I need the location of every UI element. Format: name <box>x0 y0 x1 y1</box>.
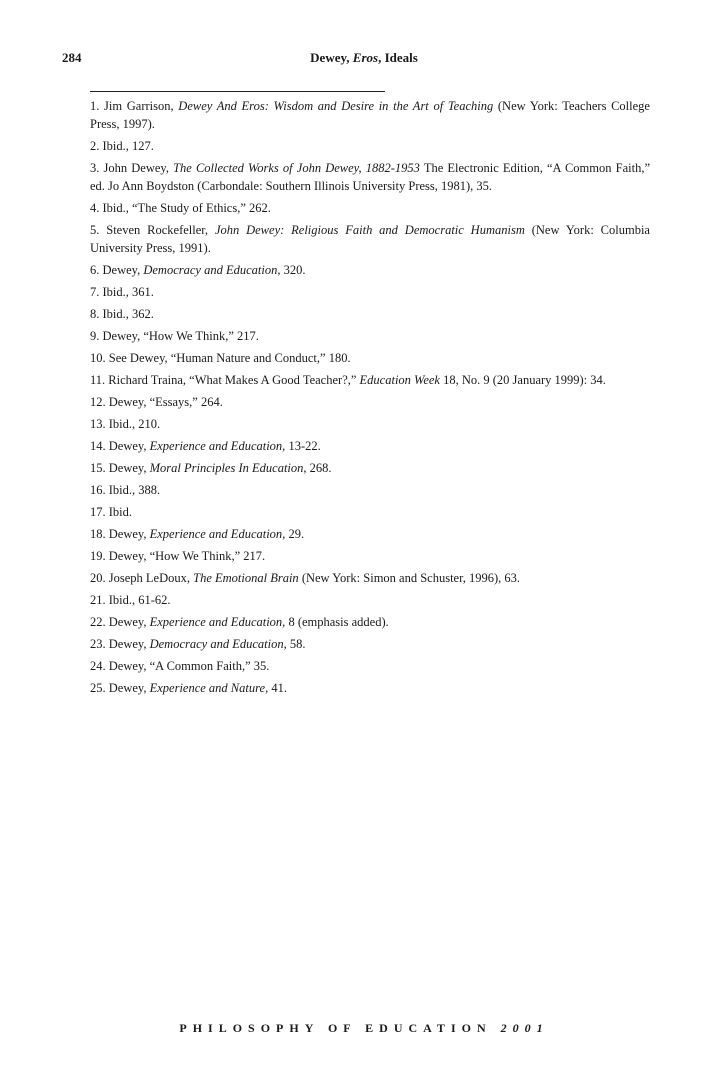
footnote-pre: 5. Steven Rockefeller, <box>90 223 215 237</box>
footnote-post: (New York: Simon and Schuster, 1996), 63. <box>298 571 521 585</box>
footnote-pre: 10. See Dewey, “Human Nature and Conduct,” 180. <box>90 351 351 365</box>
footnote-italic: Dewey And Eros: Wisdom and Desire in the Art of Teaching <box>178 99 494 113</box>
footnote <box>90 679 650 697</box>
footnote-divider <box>90 91 385 92</box>
footnote-italic: Democracy and Education <box>143 263 278 277</box>
footnote <box>90 635 650 653</box>
page-number: 284 <box>62 50 82 65</box>
footnote <box>90 459 650 477</box>
footnote-pre: 3. John Dewey, <box>90 161 174 175</box>
footnote-post: , 41. <box>265 681 287 695</box>
footnote <box>90 371 650 389</box>
footnote-pre: 22. Dewey, <box>90 615 150 629</box>
footnote-pre: 1. Jim Garrison, <box>90 99 179 113</box>
footnote-italic: Experience and Education <box>149 527 283 541</box>
footnote-pre: 19. Dewey, “How We Think,” 217. <box>90 549 266 563</box>
footnote-post: , 268. <box>303 461 332 475</box>
footnote <box>90 657 650 675</box>
footnote <box>90 97 650 133</box>
footnote <box>90 349 650 367</box>
footnote-post: The Electronic Edition, “A Common Faith,” ed. Jo Ann Boydston (Carbondale: Southern Illinois University Press, 1981), 35. <box>90 161 650 193</box>
footnote <box>90 393 650 411</box>
footnote <box>90 261 650 279</box>
footnote <box>90 503 650 521</box>
footnote <box>90 437 650 455</box>
footnote <box>90 137 650 155</box>
footnote-pre: 16. Ibid., 388. <box>90 483 161 497</box>
footnote <box>90 199 650 217</box>
footnote-pre: 11. Richard Traina, “What Makes A Good Teacher?,” <box>90 373 360 387</box>
footnote-pre: 12. Dewey, “Essays,” 264. <box>90 395 223 409</box>
running-head-post: , Ideals <box>378 50 418 65</box>
footnote <box>90 415 650 433</box>
footnote <box>90 547 650 565</box>
footnote-pre: 25. Dewey, <box>90 681 150 695</box>
footnote-post: 18, No. 9 (20 January 1999): 34. <box>439 373 606 387</box>
footnote-list <box>90 97 650 701</box>
footnote <box>90 159 650 195</box>
page-header <box>62 48 666 68</box>
footnote-italic: The Collected Works of John Dewey, 1882-1953 <box>173 161 420 175</box>
journal-name: PHILOSOPHY OF EDUCATION <box>179 1021 492 1035</box>
footnote-pre: 6. Dewey, <box>90 263 144 277</box>
footnote <box>90 305 650 323</box>
page-footer <box>0 1021 728 1036</box>
footnote <box>90 525 650 543</box>
running-head-pre: Dewey, <box>310 50 353 65</box>
footnote-pre: 13. Ibid., 210. <box>90 417 161 431</box>
footnote-italic: Education Week <box>359 373 440 387</box>
footnote-pre: 20. Joseph LeDoux, <box>90 571 194 585</box>
footnote-post: (New York: Columbia University Press, 1991). <box>90 223 650 255</box>
footnote-italic: John Dewey: Religious Faith and Democratic Humanism <box>214 223 525 237</box>
footnote-post: 8 (emphasis added). <box>285 615 389 629</box>
footnote-pre: 8. Ibid., 362. <box>90 307 154 321</box>
footnote <box>90 591 650 609</box>
footnote <box>90 569 650 587</box>
footnote-italic: Democracy and Education <box>149 637 284 651</box>
footnote-italic: Experience and Nature <box>149 681 266 695</box>
footnote-pre: 7. Ibid., 361. <box>90 285 154 299</box>
footnote-italic: The Emotional Brain <box>193 571 299 585</box>
footnote-italic: Experience and Education, <box>149 439 286 453</box>
footnote-pre: 4. Ibid., “The Study of Ethics,” 262. <box>90 201 271 215</box>
footnote-pre: 21. Ibid., 61-62. <box>90 593 171 607</box>
footnote <box>90 481 650 499</box>
running-head-italic: Eros <box>352 50 379 65</box>
footnote <box>90 221 650 257</box>
running-head <box>62 48 666 68</box>
footnote <box>90 327 650 345</box>
footnote-pre: 17. Ibid. <box>90 505 133 519</box>
footnote <box>90 613 650 631</box>
footnote-pre: 14. Dewey, <box>90 439 150 453</box>
footnote-italic: Experience and Education, <box>149 615 286 629</box>
footnote-post: , 29. <box>282 527 305 541</box>
journal-year: 2001 <box>500 1021 549 1035</box>
footnote-pre: 15. Dewey, <box>90 461 150 475</box>
footnote-pre: 9. Dewey, “How We Think,” 217. <box>90 329 259 343</box>
footnote-pre: 2. Ibid., 127. <box>90 139 154 153</box>
footnote-post: , 320. <box>277 263 306 277</box>
footnote-post: , 58. <box>283 637 306 651</box>
footnote-italic: Moral Principles In Education <box>149 461 304 475</box>
footnote-post: (New York: Teachers College Press, 1997). <box>90 99 650 131</box>
footnote-pre: 24. Dewey, “A Common Faith,” 35. <box>90 659 270 673</box>
footnote-pre: 18. Dewey, <box>90 527 150 541</box>
footnote-post: 13-22. <box>285 439 321 453</box>
footnote-pre: 23. Dewey, <box>90 637 150 651</box>
footnote <box>90 283 650 301</box>
